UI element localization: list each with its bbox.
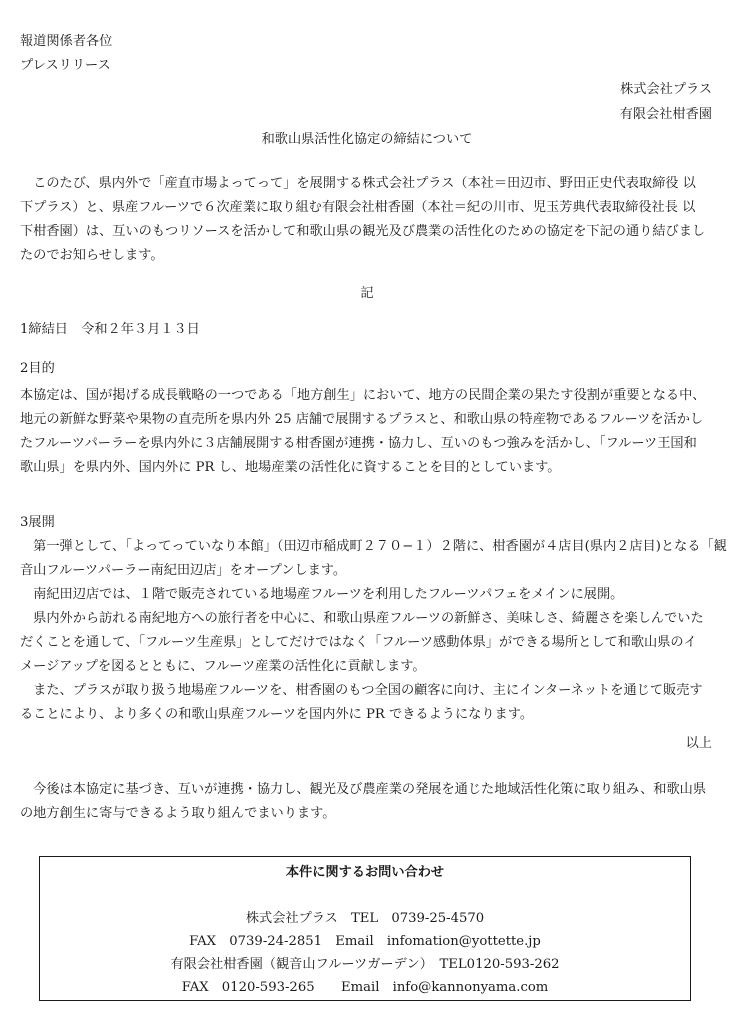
sender-company-1: 株式会社プラス [620, 82, 712, 97]
contact-line: 株式会社プラス TEL 0739-25-4570 [245, 911, 485, 926]
section-3-line: また、プラスが取り扱う地場産フルーツを、柑香園のもつ全国の顧客に向け、主にインターネットを通じて販売す [20, 683, 703, 698]
doc-type-line: プレスリリース [20, 58, 111, 73]
contact-line: FAX 0120-593-265 Email info@kannonyama.com [181, 980, 549, 995]
recipients-line: 報道関係者各位 [20, 34, 113, 49]
section-2-line: たフルーツパーラーを県内外に３店舗展開する柑香園が連携・協力し、互いのもつ強みを活かし、「フルーツ王国和 [20, 436, 697, 451]
section-3-line: メージアップを図るとともに、フルーツ産業の活性化に貢献します。 [20, 659, 426, 674]
outro-line: 今後は本協定に基づき、互いが連携・協力し、観光及び農産業の発展を通じた地域活性化策に取り組み、和歌山県 [20, 782, 707, 797]
section-2-line: 地元の新鮮な野菜や果物の直売所を県内外 25 店舗で展開するプラスと、和歌山県の特産物であるフルーツを活かし [20, 412, 704, 427]
document-title: 和歌山県活性化協定の締結について [261, 132, 473, 147]
ki-marker: 記 [360, 286, 374, 301]
outro-paragraph [20, 778, 714, 826]
contact-line: 有限会社柑香園（観音山フルーツガーデン） TEL0120-593-262 [170, 957, 560, 972]
contact-line: FAX 0739-24-2851 Email infomation@yottette.jp [189, 934, 541, 949]
sender-company-2: 有限会社柑香園 [619, 107, 712, 122]
intro-line: たのでお知らせします。 [20, 248, 164, 263]
section-3-heading: 3展開 [20, 515, 55, 530]
section-3-line: だくことを通して、「フルーツ生産県」としてだけではなく「フルーツ感動体県」ができる場所として和歌山県のイ [20, 635, 697, 650]
section-3-line: ることにより、より多くの和歌山県産フルーツを国内外に PR できるようになります。 [20, 707, 534, 722]
intro-line: このたび、県内外で「産直市場よってって」を展開する株式会社プラス（本社＝田辺市、野田正史代表取締役 以 [20, 176, 696, 191]
section-3-line: 第一弾として、「よってっていなり本館」（田辺市稲成町２７０−１）２階に、柑香園が４店目(県内２店目)となる「観 [20, 539, 727, 554]
section-2-line: 本協定は、国が掲げる成長戦略の一つである「地方創生」において、地方の民間企業の果たす役割が重要となる中、 [20, 388, 706, 403]
intro-line: 下プラス）と、県産フルーツで６次産業に取り組む有限会社柑香園（本社＝紀の川市、児玉芳典代表取締役社長 以 [20, 200, 696, 215]
section-3-line: 県内外から訪れる南紀地方への旅行者を中心に、和歌山県産フルーツの新鮮さ、美味しさ、綺麗さを楽しんでいた [20, 611, 704, 626]
section-3-body [20, 535, 727, 727]
intro-paragraph [20, 172, 714, 268]
section-2-body [20, 384, 714, 480]
intro-line: 下柑香園）は、互いのもつリソースを活かして和歌山県の観光及び農業の活性化のための協定を下記の通り結びまし [20, 224, 706, 239]
section-3-line: 音山フルーツパーラー南紀田辺店」をオープンします。 [20, 563, 347, 578]
contact-heading: 本件に関するお問い合わせ [285, 865, 445, 880]
closing-ijou: 以上 [685, 736, 712, 751]
section-1-signing-date: 1締結日 令和２年３月１３日 [20, 322, 200, 337]
contact-box [39, 856, 691, 1001]
section-2-heading: 2目的 [20, 361, 55, 376]
outro-line: の地方創生に寄与できるよう取り組んでまいります。 [20, 806, 336, 821]
section-3-line: 南紀田辺店では、１階で販売されている地場産フルーツを利用したフルーツパフェをメインに展開。 [20, 587, 624, 602]
section-2-line: 歌山県」を県内外、国内外に PR し、地場産業の活性化に資することを目的としています。 [20, 460, 561, 475]
